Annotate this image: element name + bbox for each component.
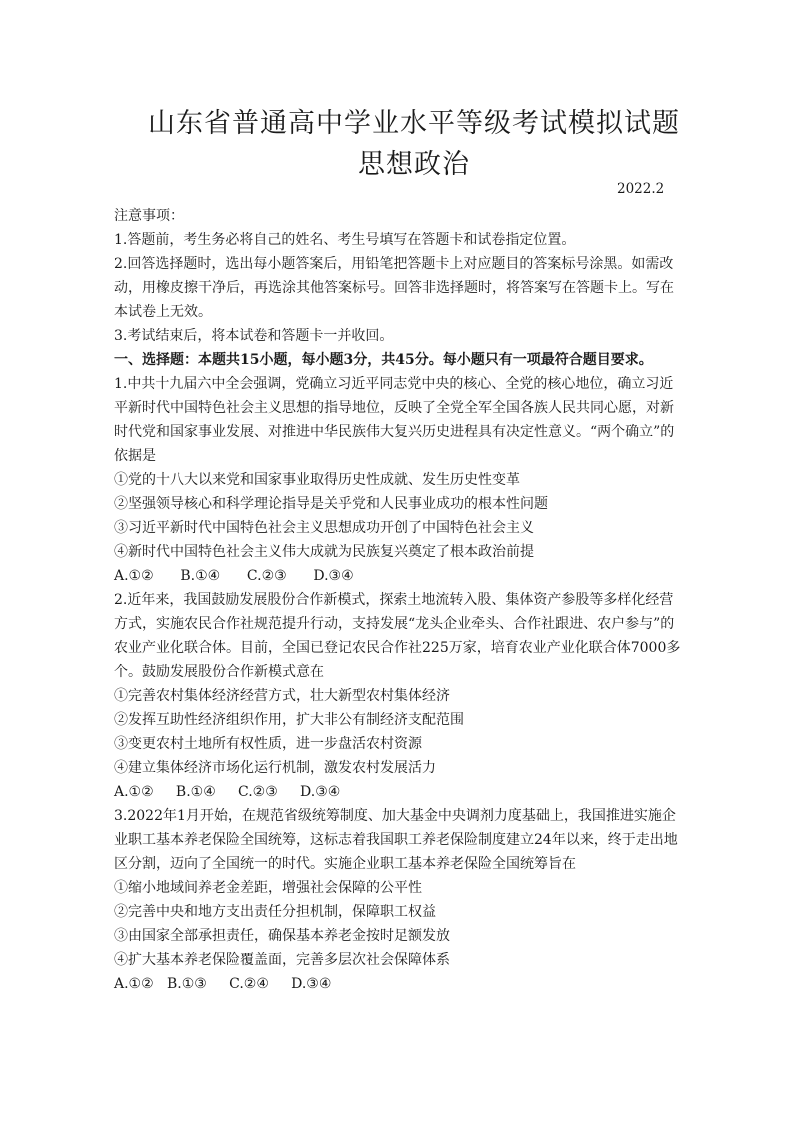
exam-date: 2022.2 bbox=[617, 181, 665, 197]
question-stem: 3.2022年1月开始，在规范省级统筹制度、加大基金中央调剂力度基础上，我国推进实施企业职工基本养老保险全国统筹，这标志着我国职工养老保险制度建立24年以来，终于走出地区分割，迈向了全国统一的时代。实施企业职工基本养老保险全国统筹旨在 bbox=[114, 808, 678, 872]
question-statement: ②坚强领导核心和科学理论指导是关乎党和人民事业成功的根本性问题 bbox=[114, 496, 548, 512]
question-statement: ④扩大基本养老保险覆盖面，完善多层次社会保障体系 bbox=[114, 952, 450, 968]
question-options: A.①② B.①④ C.②③ D.③④ bbox=[114, 568, 354, 584]
question-stem: 1.中共十九届六中全会强调，党确立习近平同志党中央的核心、全党的核心地位，确立习近平新时代中国特色社会主义思想的指导地位，反映了全党全军全国各族人民共同心愿，对新时代党和国家事业发展、对推进中华民族伟大复兴历史进程具有决定性意义。“两个确立”的依据是 bbox=[114, 376, 675, 464]
question-statement: ④建立集体经济市场化运行机制，激发农村发展活力 bbox=[114, 760, 436, 776]
question-1 bbox=[114, 372, 684, 588]
question-options: A.①② B.①③ C.②④ D.③④ bbox=[114, 976, 332, 992]
notice-item: 3.考试结束后，将本试卷和答题卡一并收回。 bbox=[114, 328, 394, 344]
question-2 bbox=[114, 588, 684, 804]
question-statement: ②发挥互助性经济组织作用，扩大非公有制经济支配范围 bbox=[114, 712, 464, 728]
question-statement: ③习近平新时代中国特色社会主义思想成功开创了中国特色社会主义 bbox=[114, 520, 534, 536]
question-statement: ③由国家全部承担责任，确保基本养老金按时足额发放 bbox=[114, 928, 450, 944]
question-statement: ①党的十八大以来党和国家事业取得历史性成就、发生历史性变革 bbox=[114, 472, 520, 488]
section-heading: 一、选择题：本题共15小题，每小题3分，共45分。每小题只有一项最符合题目要求。 bbox=[114, 352, 653, 368]
question-options: A.①② B.①④ C.②③ D.③④ bbox=[114, 784, 341, 800]
notice-item: 1.答题前，考生务必将自己的姓名、考生号填写在答题卡和试卷指定位置。 bbox=[114, 232, 576, 248]
notice-item: 2.回答选择题时，选出每小题答案后，用铅笔把答题卡上对应题目的答案标号涂黑。如需改动，用橡皮擦干净后，再选涂其他答案标号。回答非选择题时，将答案写在答题卡上。写在本试卷上无效。 bbox=[114, 256, 674, 320]
question-statement: ①缩小地域间养老金差距，增强社会保障的公平性 bbox=[114, 880, 422, 896]
question-stem: 2.近年来，我国鼓励发展股份合作新模式，探索土地流转入股、集体资产参股等多样化经营方式，实施农民合作社规范提升行动，支持发展“龙头企业牵头、合作社跟进、农户参与”的农业产业化联合体。目前，全国已登记农民合作社225万家，培育农业产业化联合体7000多个。鼓励发展股份合作新模式意在 bbox=[114, 592, 681, 680]
exam-body bbox=[114, 204, 684, 996]
question-3 bbox=[114, 804, 684, 996]
exam-title: 山东省普通高中学业水平等级考试模拟试题 bbox=[148, 108, 680, 139]
question-statement: ④新时代中国特色社会主义伟大成就为民族复兴奠定了根本政治前提 bbox=[114, 544, 534, 560]
question-statement: ①完善农村集体经济经营方式，壮大新型农村集体经济 bbox=[114, 688, 450, 704]
exam-subject: 思想政治 bbox=[358, 149, 470, 180]
question-statement: ③变更农村土地所有权性质，进一步盘活农村资源 bbox=[114, 736, 422, 752]
notice-heading: 注意事项： bbox=[114, 208, 184, 224]
question-statement: ②完善中央和地方支出责任分担机制，保障职工权益 bbox=[114, 904, 436, 920]
